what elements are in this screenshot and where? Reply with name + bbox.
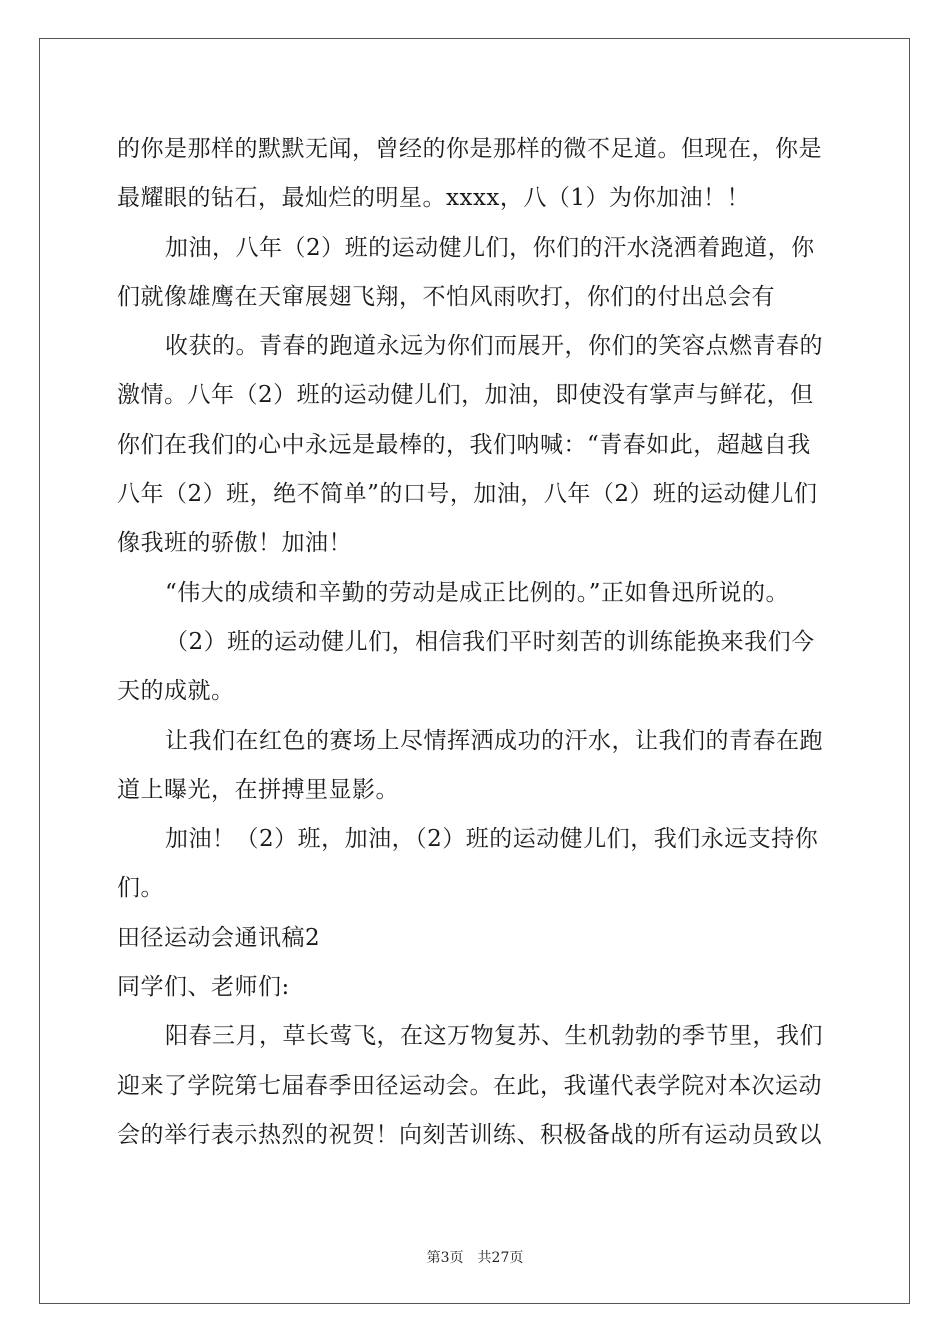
text-line: 像我班的骄傲！加油！ — [117, 530, 352, 557]
text-line: 你们在我们的心中永远是最棒的，我们呐喊：“青春如此，超越自我 — [117, 431, 811, 458]
text-line: 让我们在红色的赛场上尽情挥洒成功的汗水，让我们的青春在跑 — [165, 727, 823, 754]
text-line: 天的成就。 — [117, 678, 235, 705]
document-body — [117, 125, 837, 1160]
text-line: 八年（2）班，绝不简单”的口号，加油，八年（2）班的运动健儿们 — [117, 481, 818, 508]
text-line: 道上曝光，在拼搏里显影。 — [117, 776, 399, 803]
text-line: 会的举行表示热烈的祝贺！向刻苦训练、积极备战的所有运动员致以 — [117, 1121, 822, 1148]
text-line: 加油，八年（2）班的运动健儿们，你们的汗水浇洒着跑道，你 — [165, 234, 815, 261]
text-line: 加油！（2）班，加油，（2）班的运动健儿们，我们永远支持你 — [165, 826, 819, 853]
text-line: 们。 — [117, 875, 164, 902]
text-line: 们就像雄鹰在天窜展翅飞翔，不怕风雨吹打，你们的付出总会有 — [117, 283, 775, 310]
text-line: （2）班的运动健儿们，相信我们平时刻苦的训练能换来我们今 — [165, 628, 815, 655]
text-line: 田径运动会通讯稿2 — [117, 924, 321, 951]
text-line: 同学们、老师们: — [117, 974, 290, 1001]
text-line: 的你是那样的默默无闻，曾经的你是那样的微不足道。但现在，你是 — [117, 136, 822, 162]
text-line: 激情。八年（2）班的运动健儿们，加油，即使没有掌声与鲜花，但 — [117, 382, 814, 409]
page-number-total: 共27页 — [477, 1250, 524, 1266]
text-line: 收获的。青春的跑道永远为你们而展开，你们的笑容点燃青春的 — [165, 333, 823, 360]
page-number-current: 第3页 — [426, 1250, 464, 1266]
text-line: 最耀眼的钻石，最灿烂的明星。xxxx，八（1）为你加油！！ — [117, 185, 751, 212]
text-line: 阳春三月，草长莺飞，在这万物复苏、生机勃勃的季节里，我们 — [165, 1023, 823, 1050]
text-line: “伟大的成绩和辛勤的劳动是成正比例的。”正如鲁迅所说的。 — [165, 579, 790, 606]
text-line: 迎来了学院第七届春季田径运动会。在此，我谨代表学院对本次运动 — [117, 1072, 822, 1099]
page-footer — [0, 1247, 950, 1267]
